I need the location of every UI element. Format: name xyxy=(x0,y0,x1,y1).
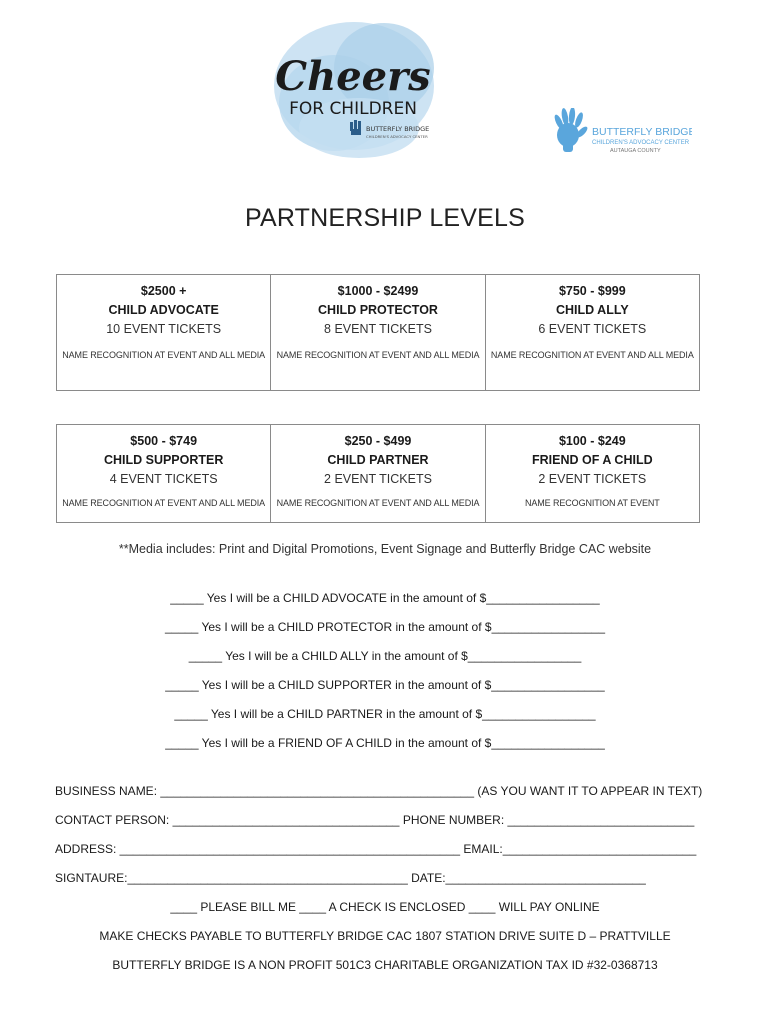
butterfly-bridge-logo xyxy=(552,108,692,158)
level-tickets: 2 EVENT TICKETS xyxy=(538,472,647,486)
level-name: CHILD ADVOCATE xyxy=(108,303,219,317)
media-note: **Media includes: Print and Digital Promotions, Event Signage and Butterfly Bridge CAC website xyxy=(118,542,652,556)
level-name: CHILD SUPPORTER xyxy=(103,453,224,467)
level-cell-child-ally xyxy=(486,275,699,390)
level-price: $100 - $249 xyxy=(558,434,626,448)
level-tickets: 10 EVENT TICKETS xyxy=(106,322,222,336)
level-price: $2500 + xyxy=(140,284,187,298)
payment-options[interactable]: ____ PLEASE BILL ME ____ A CHECK IS ENCLOSED ____ WILL PAY ONLINE xyxy=(170,900,600,914)
bb-logo-tagline: CHILDREN'S ADVOCACY CENTER xyxy=(592,140,690,146)
svg-text:FOR CHILDREN: FOR CHILDREN xyxy=(289,99,417,119)
level-name: CHILD ALLY xyxy=(555,303,629,317)
option-child-advocate[interactable]: _____ Yes I will be a CHILD ADVOCATE in the amount of $_________________ xyxy=(170,591,600,605)
option-friend-of-a-child[interactable]: _____ Yes I will be a FRIEND OF A CHILD in the amount of $_________________ xyxy=(165,736,605,750)
level-recognition: NAME RECOGNITION AT EVENT AND ALL MEDIA xyxy=(276,350,480,360)
checks-payable-note: MAKE CHECKS PAYABLE TO BUTTERFLY BRIDGE CAC 1807 STATION DRIVE SUITE D – PRATTVILLE xyxy=(99,929,671,943)
cheers-for-children-logo xyxy=(264,8,442,168)
level-cell-child-partner xyxy=(271,425,485,522)
option-child-partner[interactable]: _____ Yes I will be a CHILD PARTNER in the amount of $_________________ xyxy=(174,707,596,721)
bb-logo-name: BUTTERFLY BRIDGE xyxy=(592,126,692,138)
signature-date-field[interactable]: SIGNTAURE:__________________________________________ DATE:______________________________ xyxy=(55,871,646,885)
level-cell-child-advocate xyxy=(57,275,271,390)
level-recognition: NAME RECOGNITION AT EVENT AND ALL MEDIA xyxy=(490,350,694,360)
level-name: FRIEND OF A CHILD xyxy=(532,453,653,467)
level-recognition: NAME RECOGNITION AT EVENT AND ALL MEDIA xyxy=(62,350,266,360)
level-cell-child-protector xyxy=(271,275,485,390)
contact-phone-field[interactable]: CONTACT PERSON: __________________________________ PHONE NUMBER: ____________________________ xyxy=(55,813,695,827)
level-price: $250 - $499 xyxy=(344,434,412,448)
level-tickets: 2 EVENT TICKETS xyxy=(324,472,432,486)
level-recognition: NAME RECOGNITION AT EVENT AND ALL MEDIA xyxy=(276,498,480,508)
level-price: $750 - $999 xyxy=(558,284,626,298)
level-tickets: 8 EVENT TICKETS xyxy=(324,322,432,336)
svg-text:CHILDREN'S ADVOCACY CENTER: CHILDREN'S ADVOCACY CENTER xyxy=(366,134,428,139)
level-cell-friend-of-a-child xyxy=(486,425,699,522)
level-name: CHILD PROTECTOR xyxy=(318,303,438,317)
option-child-protector[interactable]: _____ Yes I will be a CHILD PROTECTOR in the amount of $_________________ xyxy=(164,620,606,634)
level-cell-child-supporter xyxy=(57,425,271,522)
option-child-supporter[interactable]: _____ Yes I will be a CHILD SUPPORTER in the amount of $_________________ xyxy=(165,678,605,692)
level-recognition: NAME RECOGNITION AT EVENT AND ALL MEDIA xyxy=(62,498,266,508)
partnership-levels-table-bottom xyxy=(56,424,700,523)
partnership-levels-table-top xyxy=(56,274,700,391)
option-child-ally[interactable]: _____ Yes I will be a CHILD ALLY in the amount of $_________________ xyxy=(188,649,582,663)
svg-text:Cheers: Cheers xyxy=(275,53,431,100)
level-price: $500 - $749 xyxy=(130,434,198,448)
svg-text:BUTTERFLY BRIDGE: BUTTERFLY BRIDGE xyxy=(366,125,430,133)
level-tickets: 6 EVENT TICKETS xyxy=(538,322,647,336)
page-title: PARTNERSHIP LEVELS xyxy=(244,204,526,232)
bb-logo-county: AUTAUGA COUNTY xyxy=(610,148,661,154)
level-price: $1000 - $2499 xyxy=(337,284,419,298)
level-recognition: NAME RECOGNITION AT EVENT xyxy=(524,498,660,508)
level-name: CHILD PARTNER xyxy=(327,453,429,467)
address-email-field[interactable]: ADDRESS: ___________________________________________________ EMAIL:_____________________________ xyxy=(55,842,697,856)
business-name-field[interactable]: BUSINESS NAME: _______________________________________________ (AS YOU WANT IT TO APPEAR IN TEXT) xyxy=(55,784,703,798)
level-tickets: 4 EVENT TICKETS xyxy=(109,472,218,486)
nonprofit-note: BUTTERFLY BRIDGE IS A NON PROFIT 501C3 CHARITABLE ORGANIZATION TAX ID #32-0368713 xyxy=(112,958,658,972)
